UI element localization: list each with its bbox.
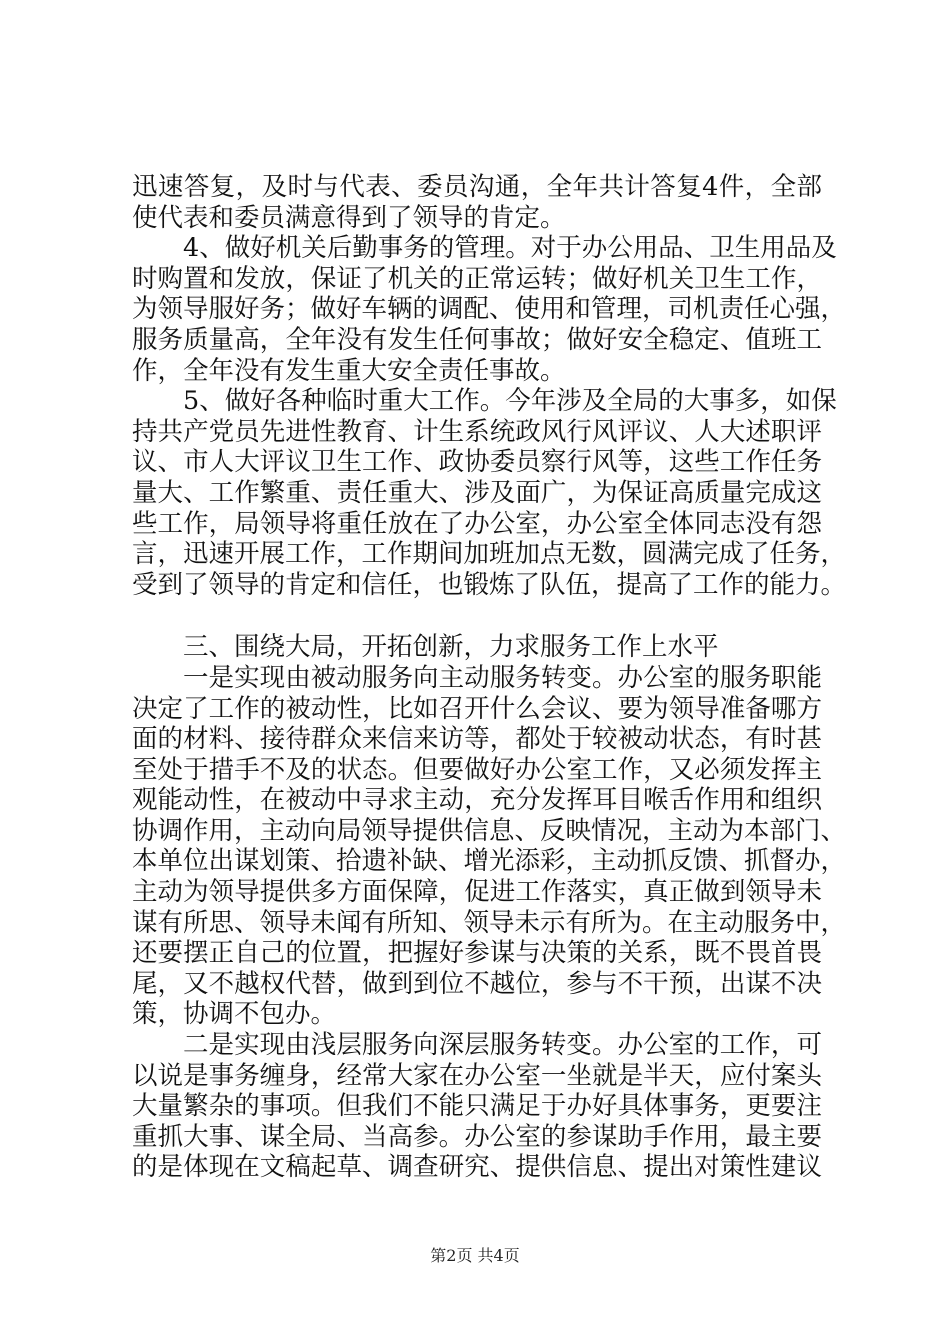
text-line: 的是体现在文稿起草、调查研究、提供信息、提出对策性建议 bbox=[132, 1152, 822, 1183]
text-line: 言，迅速开展工作，工作期间加班加点无数，圆满完成了任务， bbox=[132, 539, 847, 570]
text-line: 二是实现由浅层服务向深层服务转变。办公室的工作，可 bbox=[183, 1030, 822, 1061]
text-line: 还要摆正自己的位置，把握好参谋与决策的关系，既不畏首畏 bbox=[132, 938, 822, 969]
paragraph bbox=[132, 233, 847, 386]
text-line: 5、做好各种临时重大工作。今年涉及全局的大事多，如保 bbox=[183, 386, 837, 417]
text-line: 些工作，局领导将重任放在了办公室，办公室全体同志没有怨 bbox=[132, 508, 822, 539]
text-line: 谋有所思、领导未闻有所知、领导未示有所为。在主动服务中， bbox=[132, 907, 847, 938]
text-line: 观能动性，在被动中寻求主动，充分发挥耳目喉舌作用和组织 bbox=[132, 785, 822, 816]
text-line: 以说是事务缠身，经常大家在办公室一坐就是半天，应付案头 bbox=[132, 1060, 822, 1091]
paragraph-gap bbox=[132, 600, 822, 632]
paragraph bbox=[132, 662, 847, 1030]
text-line: 一是实现由被动服务向主动服务转变。办公室的服务职能 bbox=[183, 662, 822, 693]
text-line: 面的材料、接待群众来信来访等，都处于较被动状态，有时甚 bbox=[132, 724, 822, 755]
text-line: 协调作用，主动向局领导提供信息、反映情况，主动为本部门、 bbox=[132, 815, 847, 846]
document-body bbox=[132, 172, 847, 1183]
text-line: 至处于措手不及的状态。但要做好办公室工作，又必须发挥主 bbox=[132, 754, 822, 785]
text-line: 迅速答复，及时与代表、委员沟通，全年共计答复4件，全部 bbox=[132, 172, 822, 202]
text-line: 服务质量高，全年没有发生任何事故；做好安全稳定、值班工 bbox=[132, 324, 822, 355]
text-line: 重抓大事、谋全局、当高参。办公室的参谋助手作用，最主要 bbox=[132, 1121, 822, 1152]
text-line: 使代表和委员满意得到了领导的肯定。 bbox=[132, 202, 566, 233]
text-line: 作，全年没有发生重大安全责任事故。 bbox=[132, 355, 566, 386]
section-heading: 三、围绕大局，开拓创新，力求服务工作上水平 bbox=[183, 632, 719, 663]
text-line: 持共产党员先进性教育、计生系统政风行风评议、人大述职评 bbox=[132, 416, 822, 447]
text-line: 本单位出谋划策、拾遗补缺、增光添彩，主动抓反馈、抓督办， bbox=[132, 846, 847, 877]
text-line: 决定了工作的被动性，比如召开什么会议、要为领导准备哪方 bbox=[132, 693, 822, 724]
paragraph bbox=[132, 386, 847, 600]
text-line: 议、市人大评议卫生工作、政协委员察行风等，这些工作任务 bbox=[132, 447, 822, 478]
text-line: 4、做好机关后勤事务的管理。对于办公用品、卫生用品及 bbox=[183, 233, 837, 264]
page-number-footer: 第2页 共4页 bbox=[430, 1246, 520, 1265]
text-line: 大量繁杂的事项。但我们不能只满足于办好具体事务，更要注 bbox=[132, 1091, 822, 1122]
text-line: 量大、工作繁重、责任重大、涉及面广，为保证高质量完成这 bbox=[132, 477, 822, 508]
text-line: 尾，又不越权代替，做到到位不越位，参与不干预，出谋不决 bbox=[132, 968, 822, 999]
text-line: 主动为领导提供多方面保障，促进工作落实，真正做到领导未 bbox=[132, 877, 822, 908]
paragraph bbox=[132, 1030, 822, 1183]
text-line: 为领导服好务；做好车辆的调配、使用和管理，司机责任心强， bbox=[132, 294, 847, 325]
paragraph bbox=[132, 172, 822, 233]
text-line: 策，协调不包办。 bbox=[132, 999, 337, 1030]
text-line: 时购置和发放，保证了机关的正常运转；做好机关卫生工作， bbox=[132, 263, 822, 294]
text-line: 受到了领导的肯定和信任，也锻炼了队伍，提高了工作的能力。 bbox=[132, 569, 847, 600]
